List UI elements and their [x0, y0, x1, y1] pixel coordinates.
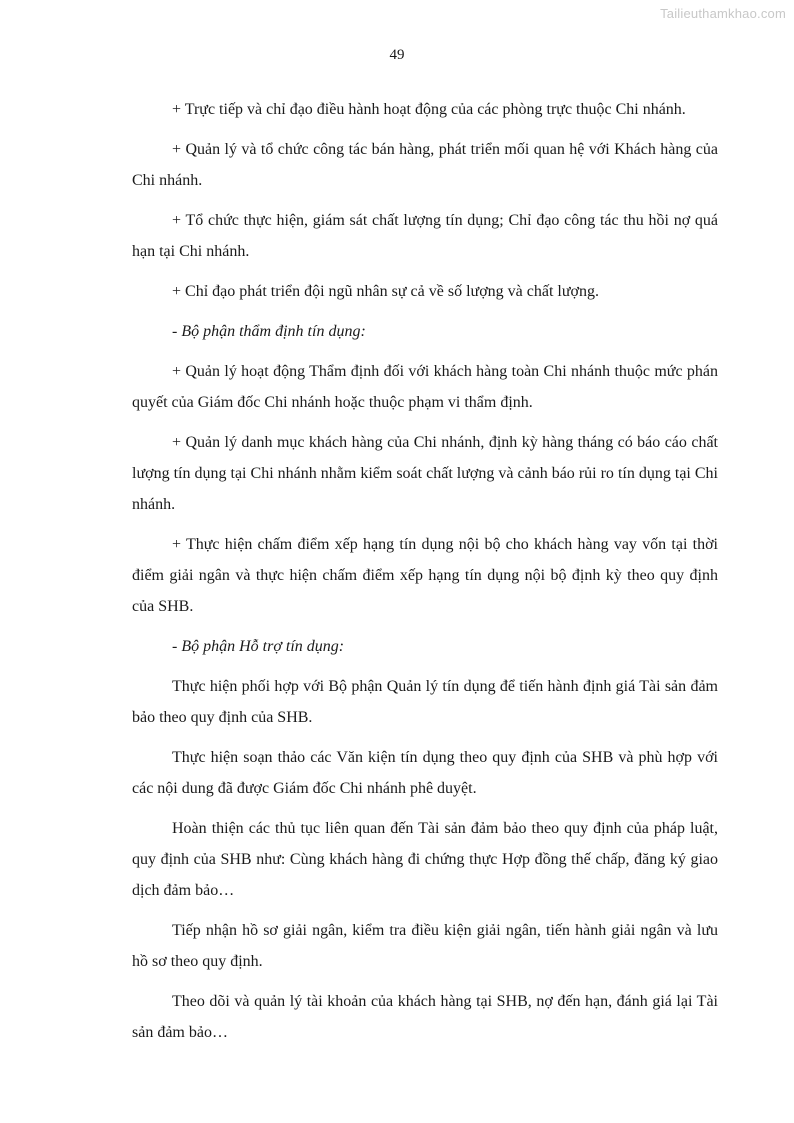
paragraph: Thực hiện phối hợp với Bộ phận Quản lý tín dụng để tiến hành định giá Tài sản đảm bảo theo quy định của SHB.	[132, 678, 718, 726]
paragraph: + Chỉ đạo phát triển đội ngũ nhân sự cả về số lượng và chất lượng.	[172, 283, 599, 300]
paragraph: + Quản lý danh mục khách hàng của Chi nhánh, định kỳ hàng tháng có báo cáo chất lượng tín dụng tại Chi nhánh nhằm kiểm soát chất lượng và cảnh báo rủi ro tín dụng tại Chi nhánh.	[132, 434, 718, 513]
paragraph: Tiếp nhận hồ sơ giải ngân, kiểm tra điều kiện giải ngân, tiến hành giải ngân và lưu hồ sơ theo quy định.	[132, 922, 718, 970]
paragraph: + Quản lý và tổ chức công tác bán hàng, phát triển mối quan hệ với Khách hàng của Chi nhánh.	[132, 141, 718, 189]
watermark: Tailieuthamkhao.com	[660, 6, 786, 21]
paragraph: Hoàn thiện các thủ tục liên quan đến Tài sản đảm bảo theo quy định của pháp luật, quy định của SHB như: Cùng khách hàng đi chứng thực Hợp đồng thế chấp, đăng ký giao dịch đảm bảo…	[132, 820, 718, 899]
section-heading: - Bộ phận thẩm định tín dụng:	[172, 323, 366, 340]
paragraph: + Quản lý hoạt động Thẩm định đối với khách hàng toàn Chi nhánh thuộc mức phán quyết của Giám đốc Chi nhánh hoặc thuộc phạm vi thẩm định.	[132, 363, 718, 411]
section-heading: - Bộ phận Hỗ trợ tín dụng:	[172, 638, 345, 655]
paragraph: Thực hiện soạn thảo các Văn kiện tín dụng theo quy định của SHB và phù hợp với các nội dung đã được Giám đốc Chi nhánh phê duyệt.	[132, 749, 718, 797]
page-number: 49	[389, 47, 405, 63]
paragraph: + Tổ chức thực hiện, giám sát chất lượng tín dụng; Chỉ đạo công tác thu hồi nợ quá hạn tại Chi nhánh.	[132, 212, 718, 260]
paragraph: + Thực hiện chấm điểm xếp hạng tín dụng nội bộ cho khách hàng vay vốn tại thời điểm giải ngân và thực hiện chấm điểm xếp hạng tín dụng nội bộ định kỳ theo quy định của SHB.	[132, 536, 718, 615]
paragraph: + Trực tiếp và chỉ đạo điều hành hoạt động của các phòng trực thuộc Chi nhánh.	[172, 101, 686, 118]
document-body	[132, 94, 718, 1057]
paragraph: Theo dõi và quản lý tài khoản của khách hàng tại SHB, nợ đến hạn, đánh giá lại Tài sản đảm bảo…	[132, 993, 718, 1041]
